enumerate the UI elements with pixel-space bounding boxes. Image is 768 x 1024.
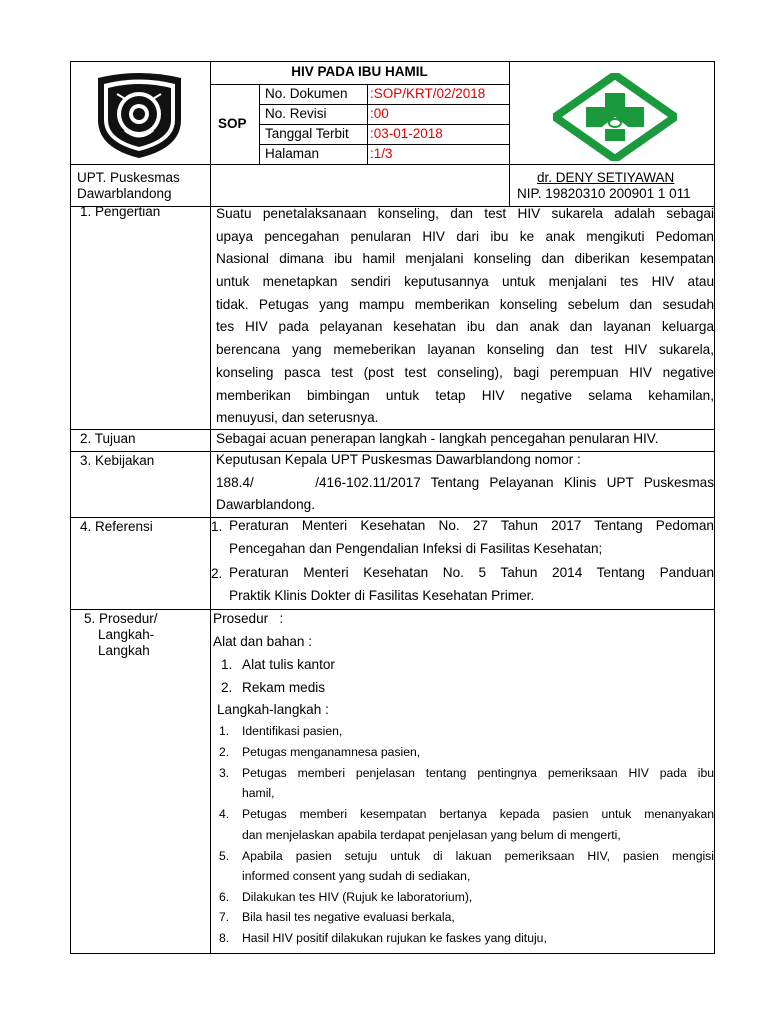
text-line: Praktik Klinis Dokter di Fasilitas Kesehatan Primer. bbox=[229, 587, 535, 603]
text-line: Peraturan Menteri Kesehatan No. 27 Tahun 2017 Tentang Pedoman bbox=[229, 518, 714, 533]
text-line: Keputusan Kepala UPT Puskesmas Dawarblandong nomor : bbox=[216, 452, 581, 467]
step-text: Petugas memberi penjelasan tentang pentingnya pemeriksaan HIV pada ibu bbox=[242, 766, 714, 780]
step-number: 8. bbox=[219, 931, 230, 945]
section-label: 1. Pengertian bbox=[80, 204, 161, 219]
sop-label: SOP bbox=[218, 116, 247, 131]
text-line: menuyusi, dan seterusnya. bbox=[216, 410, 379, 426]
step-text: Apabila pasien setuju untuk di lakuan pemeriksaan HIV, pasien mengisi bbox=[242, 849, 714, 863]
alat-item: Alat tulis kantor bbox=[242, 657, 335, 672]
text-line: Nasional dimana ibu hamil menjalani konseling dan diberikan kesempatan bbox=[216, 251, 714, 267]
alat-item: Rekam medis bbox=[242, 680, 326, 695]
field-value: :1/3 bbox=[370, 146, 393, 161]
signatory-name: dr. DENY SETIYAWAN bbox=[537, 170, 675, 185]
text-line: tidak. Petugas yang mampu memberikan konseling sebelum dan sesudah bbox=[216, 296, 714, 312]
step-text: Dilakukan tes HIV (Rujuk ke laboratorium), bbox=[242, 890, 473, 904]
divider bbox=[70, 609, 715, 610]
org-name: UPT. Puskesmas bbox=[77, 170, 180, 185]
divider bbox=[210, 84, 509, 85]
step-number: 1. bbox=[219, 724, 230, 738]
section-label: 3. Kebijakan bbox=[80, 453, 155, 468]
step-number: 4. bbox=[219, 807, 230, 821]
step-number: 3. bbox=[219, 766, 230, 780]
step-text: Identifikasi pasien, bbox=[242, 724, 343, 738]
step-number: 2. bbox=[219, 745, 230, 759]
prosedur-title: Prosedur : bbox=[213, 611, 284, 626]
tujuan-text: Sebagai acuan penerapan langkah - langkah pencegahan penularan HIV. bbox=[216, 431, 659, 446]
kebijakan-text bbox=[216, 449, 714, 517]
step-number: 5. bbox=[219, 849, 230, 863]
text-line: tes HIV pada pelayanan kesehatan ibu dan anak dan layanan keluarga bbox=[216, 319, 714, 335]
text-line: memberikan bimbingan untuk tetap HIV negative selama kehamilan, bbox=[216, 387, 714, 403]
field-value: :00 bbox=[370, 106, 389, 121]
step-text: Hasil HIV positif dilakukan rujukan ke faskes yang dituju, bbox=[242, 931, 547, 945]
field-label: No. Dokumen bbox=[265, 86, 348, 101]
divider bbox=[210, 61, 211, 206]
field-label: Halaman bbox=[265, 146, 320, 161]
list-number: 1. bbox=[221, 657, 233, 672]
alat-title: Alat dan bahan : bbox=[213, 634, 313, 649]
step-text: Petugas memberi kesempatan bertanya kepada pasien untuk menanyakan bbox=[242, 807, 714, 821]
step-text: dan menjelaskan apabila terdapat penjelasan yang belum di mengerti, bbox=[242, 828, 621, 842]
section-label: 2. Tujuan bbox=[80, 431, 136, 446]
step-number: 6. bbox=[219, 890, 230, 904]
signatory-nip: NIP. 19820310 200901 1 011 bbox=[517, 186, 691, 201]
section-label: Langkah bbox=[98, 643, 150, 658]
section-label: 5. Prosedur/ bbox=[84, 611, 158, 626]
divider bbox=[509, 61, 510, 206]
step-text: informed consent yang sudah di sediakan, bbox=[242, 869, 471, 883]
step-number: 7. bbox=[219, 910, 230, 924]
text-line: Suatu penetalaksanaan konseling, dan test HIV sukarela adalah sebagai bbox=[216, 206, 714, 221]
divider bbox=[259, 104, 509, 105]
langkah-title: Langkah-langkah : bbox=[217, 702, 329, 717]
text-line: Peraturan Menteri Kesehatan No. 5 Tahun 2014 Tentang Panduan bbox=[229, 565, 714, 580]
field-value: :03-01-2018 bbox=[370, 126, 443, 141]
field-value: :SOP/KRT/02/2018 bbox=[370, 86, 486, 101]
referensi-item bbox=[229, 562, 714, 607]
puskesmas-logo bbox=[553, 73, 677, 161]
referensi-item bbox=[229, 515, 714, 560]
text-line: upaya pencegahan penularan HIV dari ibu ke anak mengikuti Pedoman bbox=[216, 228, 714, 244]
divider bbox=[70, 164, 715, 165]
section-label: 4. Referensi bbox=[80, 519, 153, 534]
step-text: Bila hasil tes negative evaluasi berkala, bbox=[242, 910, 455, 924]
text-line: 188.4/ /416-102.11/2017 Tentang Pelayanan Klinis UPT Puskesmas bbox=[216, 474, 714, 490]
divider bbox=[259, 124, 509, 125]
text-line: konseling pasca test (post test conseling), bagi perempuan HIV negative bbox=[216, 364, 714, 380]
divider bbox=[259, 144, 509, 145]
list-number: 2. bbox=[221, 680, 233, 695]
list-number: 1. bbox=[211, 519, 223, 534]
pengertian-text bbox=[216, 203, 714, 430]
org-location: Dawarblandong bbox=[77, 186, 172, 201]
text-line: untuk menetapkan sendiri keputusannya untuk menjalani tes HIV atau bbox=[216, 274, 714, 290]
regency-emblem-logo bbox=[92, 70, 187, 160]
step-text: Petugas menganamnesa pasien, bbox=[242, 745, 421, 759]
field-label: Tanggal Terbit bbox=[265, 126, 349, 141]
step-text: hamil, bbox=[242, 786, 275, 800]
text-line: berencana yang memeberikan layanan konseling dan test HIV sukarela, bbox=[216, 342, 714, 358]
list-number: 2. bbox=[211, 566, 223, 581]
text-line: Pencegahan dan Pengendalian Infeksi di Fasilitas Kesehatan; bbox=[229, 540, 603, 556]
section-label: Langkah- bbox=[98, 627, 155, 642]
field-label: No. Revisi bbox=[265, 106, 327, 121]
text-line: Dawarblandong. bbox=[216, 497, 315, 513]
document-title: HIV PADA IBU HAMIL bbox=[291, 64, 428, 79]
